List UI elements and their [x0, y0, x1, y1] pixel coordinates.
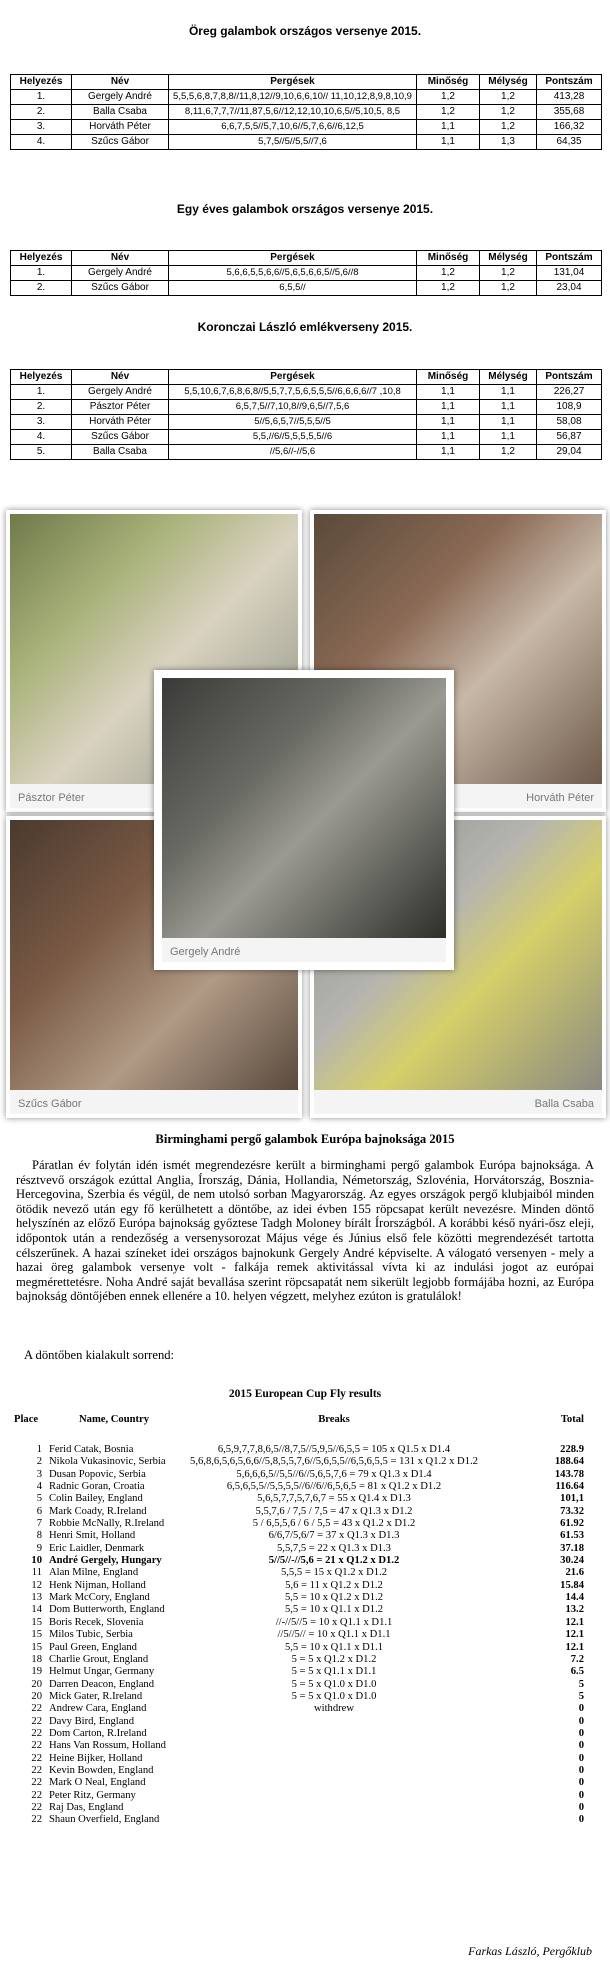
cup-row	[14, 1814, 594, 1826]
cup-name: Peter Ritz, Germany	[49, 1789, 136, 1801]
cup-breaks: 5,5 = 10 x Q1.2 x D1.2	[284, 1592, 384, 1604]
cell-name: Balla Csaba	[72, 445, 169, 460]
cup-total: 73.32	[560, 1505, 584, 1517]
cell-quality: 1,2	[417, 266, 480, 281]
photo-caption: Horváth Péter	[526, 792, 594, 804]
cup-total: 0	[578, 1740, 584, 1752]
cup-name: Robbie McNally, R.Ireland	[49, 1518, 165, 1530]
cup-col-total: Total	[560, 1414, 584, 1425]
cup-total: 12.1	[565, 1616, 584, 1628]
cell-depth: 1,2	[480, 266, 537, 281]
photo-collage	[6, 510, 606, 1118]
cup-name: Dom Carton, R.Ireland	[49, 1727, 147, 1739]
cup-breaks: 5,5 = 10 x Q1.1 x D1.2	[284, 1604, 384, 1616]
cup-row	[14, 1604, 594, 1616]
article-title: Birminghami pergő galambok Európa bajnoksága 2015	[155, 1132, 455, 1146]
cup-name: Hans Van Rossum, Holland	[49, 1740, 166, 1752]
cell-depth: 1,1	[480, 400, 537, 415]
cup-row	[14, 1530, 594, 1542]
cup-row	[14, 1543, 594, 1555]
cell-quality: 1,1	[417, 445, 480, 460]
cup-col-name: Name, Country	[79, 1414, 150, 1425]
cup-place: 19	[31, 1666, 42, 1678]
cell-score: 29,04	[537, 445, 602, 460]
table-row	[11, 135, 602, 150]
cell-place: 4.	[11, 135, 72, 150]
cup-place: 15	[31, 1629, 42, 1641]
cup-row	[14, 1444, 594, 1456]
cup-place: 22	[31, 1789, 42, 1801]
col-header: Pontszám	[537, 251, 602, 266]
results-table-young	[10, 250, 602, 296]
cup-row	[14, 1790, 594, 1802]
table-row	[11, 385, 602, 400]
cup-row	[14, 1469, 594, 1481]
cell-breaks: 6,5,7,5//7,10,8//9,6,5//7,5,6	[169, 400, 417, 415]
col-header: Név	[72, 75, 169, 90]
cup-total: 7.2	[570, 1653, 584, 1665]
cell-score: 226,27	[537, 385, 602, 400]
table-row	[11, 281, 602, 296]
cup-total: 21.6	[565, 1567, 584, 1579]
cell-score: 108,9	[537, 400, 602, 415]
table-row	[11, 415, 602, 430]
col-header: Pontszám	[537, 370, 602, 385]
cup-total: 0	[578, 1752, 584, 1764]
cup-name: Ferid Catak, Bosnia	[49, 1444, 134, 1455]
cup-place: 18	[31, 1653, 42, 1665]
cup-breaks: 5 = 5 x Q1.2 x D1.2	[291, 1653, 377, 1665]
cell-quality: 1,2	[417, 281, 480, 296]
cell-name: Horváth Péter	[72, 120, 169, 135]
cell-place: 1.	[11, 90, 72, 105]
cup-total: 37.18	[560, 1542, 584, 1554]
cup-total: 6.5	[570, 1666, 584, 1678]
cell-breaks: //5,6//-//5,6	[169, 445, 417, 460]
col-header: Mélység	[480, 75, 537, 90]
cup-total: 61.92	[560, 1518, 584, 1530]
cup-name: Paul Green, England	[49, 1641, 137, 1653]
cup-place: 5	[36, 1493, 42, 1505]
cup-name: Eric Laidler, Denmark	[49, 1542, 145, 1554]
cell-breaks: 5,5,5,6,8,7,8,8//11,8,12//9,10,6,6,10// 11,10,12,8,9,8,10,9	[169, 90, 417, 105]
cup-place: 2	[36, 1456, 42, 1468]
results-table-old	[10, 74, 602, 150]
cell-breaks: 6,5,5//	[169, 281, 417, 296]
cup-row	[14, 1728, 594, 1740]
cup-place: 9	[36, 1542, 42, 1554]
cup-place: 22	[31, 1703, 42, 1715]
cup-total: 0	[578, 1777, 584, 1789]
cup-row	[14, 1567, 594, 1579]
cup-row	[14, 1580, 594, 1592]
article-order-line: A döntőben kialakult sorrend:	[24, 1348, 175, 1362]
cup-name: Alan Milne, England	[49, 1567, 139, 1579]
cup-name: Andrew Cara, England	[49, 1703, 147, 1715]
table-row	[11, 120, 602, 135]
col-header: Pergések	[169, 251, 417, 266]
cell-name: Szűcs Gábor	[72, 135, 169, 150]
cup-place: 15	[31, 1641, 42, 1653]
cell-breaks: 5,7,5//5//5,5//7,6	[169, 135, 417, 150]
cup-place: 7	[36, 1518, 42, 1530]
cup-name: Raj Das, England	[49, 1801, 124, 1813]
cup-row	[14, 1642, 594, 1654]
cell-breaks: 6,6,7,5,5//5,7,10,6//5,7,6,6//6,12,5	[169, 120, 417, 135]
cup-col-place: Place	[14, 1414, 39, 1425]
cup-place: 22	[31, 1764, 42, 1776]
cup-place: 6	[36, 1505, 42, 1517]
cup-total: 0	[578, 1801, 584, 1813]
cup-name: Milos Tubic, Serbia	[49, 1629, 133, 1641]
cell-score: 166,32	[537, 120, 602, 135]
cup-name: Dom Butterworth, England	[49, 1604, 165, 1616]
cup-total: 116.64	[555, 1481, 584, 1493]
cell-score: 23,04	[537, 281, 602, 296]
cup-breaks: 5,6,8,6,5,6,5,6,6//5,8,5,5,7,6//5,6,5,5//6,5,6,5,5 = 131 x Q1.2 x D1.2	[190, 1456, 478, 1468]
cell-place: 5.	[11, 445, 72, 460]
cup-name: Mark McCory, England	[49, 1592, 150, 1604]
table-row	[11, 400, 602, 415]
cell-place: 1.	[11, 266, 72, 281]
cell-depth: 1,2	[480, 105, 537, 120]
cell-name: Gergely André	[72, 266, 169, 281]
cup-row	[14, 1617, 594, 1629]
cell-quality: 1,1	[417, 400, 480, 415]
cup-breaks: 5,6,5,7,7,5,7,6,7 = 55 x Q1.4 x D1.3	[257, 1493, 411, 1505]
cell-score: 355,68	[537, 105, 602, 120]
cup-name: Nikola Vukasinovic, Serbia	[49, 1456, 166, 1468]
cup-row	[14, 1679, 594, 1691]
cup-row	[14, 1777, 594, 1789]
cell-place: 1.	[11, 385, 72, 400]
col-header: Helyezés	[11, 370, 72, 385]
cup-row	[14, 1654, 594, 1666]
col-header: Pergések	[169, 75, 417, 90]
cup-place: 22	[31, 1814, 42, 1826]
photo-image	[162, 678, 446, 938]
col-header: Pontszám	[537, 75, 602, 90]
cup-name: Boris Recek, Slovenia	[49, 1616, 144, 1628]
cell-depth: 1,2	[480, 445, 537, 460]
article-body: Páratlan év folytán idén ismét megrendezésre került a birminghami pergő galambok Európa bajnoksága. A résztvevő országok ezúttal Anglia, Írország, Dánia, Hollandia, Németország, Szlovénia, Horvátország, Bosznia-Hercegovina, Szerbia és végül, de nem utolsó sorban Magyarország. Az egyes országok pergő klubjaiból minden ötödik nevező után egy fő kerülhetett a döntőbe, az idei évben 155 röpcsapat került nevezésre. Minden döntő helyszínén az előző Európa bajnokság győztese Tadgh Moloney bírált Írországból. A korábbi késő nyári-ősz eleji, időpontok után a rendezőség a versenysorozat Május vége és Június első fele közötti megrendezését tartotta célszerűnek. A hazai színeket idei országos bajnokunk Gergely André képviselte. A válogató versenyen - mely a hazai öreg galambok versenye volt - falkája remek aktivitással vívta ki az indulási jogot az európai megmérettetésre. Noha André saját bevallása szerint röpcsapatát nem sikerült legjobb formájába hozni, az Európa bajnokság döntőjében ennek ellenére a 10. helyen végzett, melyhez ezúton is gratulálok!	[16, 1158, 594, 1304]
cup-breaks: 5,5,7,6 / 7,5 / 7,5 = 47 x Q1.3 x D1.2	[255, 1505, 413, 1517]
cup-place: 22	[31, 1715, 42, 1727]
cup-name: Davy Bird, England	[49, 1715, 135, 1727]
cell-score: 131,04	[537, 266, 602, 281]
cup-name: Heine Bijker, Holland	[49, 1752, 143, 1764]
cell-depth: 1,2	[480, 90, 537, 105]
cell-depth: 1,3	[480, 135, 537, 150]
cup-total: 0	[578, 1764, 584, 1776]
cup-total: 15.84	[560, 1579, 584, 1591]
cup-breaks: 5,5,5 = 15 x Q1.2 x D1.2	[280, 1567, 388, 1579]
cell-place: 2.	[11, 400, 72, 415]
cup-row	[14, 1456, 594, 1468]
cup-name: Mark O Neal, England	[49, 1777, 146, 1789]
cell-quality: 1,2	[417, 90, 480, 105]
cup-breaks: 5 = 5 x Q1.0 x D1.0	[291, 1690, 377, 1702]
photo-caption: Szűcs Gábor	[18, 1098, 82, 1110]
cell-breaks: 5,5,//6//5,5,5,5,5//6	[169, 430, 417, 445]
photo-gergely-andre	[154, 670, 454, 970]
cup-breaks: 5//5//-//5,6 = 21 x Q1.2 x D1.2	[268, 1555, 400, 1567]
photo-caption: Balla Csaba	[534, 1098, 594, 1110]
cup-breaks: 5 = 5 x Q1.0 x D1.0	[291, 1678, 377, 1690]
table2-title: Egy éves galambok országos versenye 2015.	[176, 202, 434, 216]
cell-depth: 1,1	[480, 415, 537, 430]
cup-place: 22	[31, 1752, 42, 1764]
cell-depth: 1,1	[480, 430, 537, 445]
cup-place: 14	[31, 1604, 42, 1616]
cell-score: 413,28	[537, 90, 602, 105]
cup-row	[14, 1691, 594, 1703]
cup-breaks: //-//5//5 = 10 x Q1.1 x D1.1	[275, 1616, 393, 1628]
cup-total: 143.78	[554, 1468, 584, 1480]
col-header: Név	[72, 251, 169, 266]
cup-row	[14, 1666, 594, 1678]
col-header: Név	[72, 370, 169, 385]
cup-breaks: 5,5 = 10 x Q1.1 x D1.1	[284, 1641, 384, 1653]
cup-total: 5	[578, 1678, 584, 1690]
cup-breaks: 5,6 = 11 x Q1.2 x D1.2	[285, 1579, 383, 1591]
cup-row	[14, 1493, 594, 1505]
cup-place: 15	[31, 1616, 42, 1628]
col-header: Minőség	[417, 75, 480, 90]
cup-total: 228.9	[560, 1444, 584, 1455]
cup-breaks: 6,5,9,7,7,8,6,5//8,7,5//5,9,5//6,5,5 = 105 x Q1.5 x D1.4	[217, 1444, 451, 1455]
col-header: Helyezés	[11, 75, 72, 90]
cup-name: Helmut Ungar, Germany	[49, 1666, 155, 1678]
cup-total: 14.4	[565, 1592, 584, 1604]
cup-title: 2015 European Cup Fly results	[228, 1388, 382, 1400]
cup-row	[14, 1753, 594, 1765]
cup-breaks: 6/6,7/5,6/7 = 37 x Q1.3 x D1.3	[268, 1530, 400, 1542]
cup-row	[14, 1506, 594, 1518]
cup-breaks: 5,5,7,5 = 22 x Q1.3 x D1.3	[277, 1542, 391, 1554]
cell-name: Pásztor Péter	[72, 400, 169, 415]
cup-total: 0	[578, 1727, 584, 1739]
results-table-memorial	[10, 369, 602, 460]
cup-row	[14, 1716, 594, 1728]
cup-name: Henri Smit, Holland	[49, 1530, 136, 1542]
table-row	[11, 90, 602, 105]
cell-score: 56,87	[537, 430, 602, 445]
cell-name: Szűcs Gábor	[72, 430, 169, 445]
cup-name: Mark Coady, R.Ireland	[49, 1505, 147, 1517]
cell-name: Gergely André	[72, 385, 169, 400]
cup-total: 61.53	[560, 1530, 584, 1542]
cup-place: 12	[31, 1579, 42, 1591]
cup-place: 22	[31, 1801, 42, 1813]
cup-breaks: withdrew	[313, 1703, 354, 1715]
cup-breaks: 6,5,6,5,5//5,5,5,5//6//6//6,5,6,5 = 81 x Q1.2 x D1.2	[226, 1481, 442, 1493]
cell-breaks: 8,11,6,7,7,7//11,87,5,6//12,12,10,10,6,5//5,10,5, 8,5	[169, 105, 417, 120]
cup-name: Mick Gater, R.Ireland	[49, 1690, 143, 1702]
cup-place: 11	[31, 1567, 42, 1579]
cup-row	[14, 1703, 594, 1715]
cell-score: 64,35	[537, 135, 602, 150]
cup-place: 13	[31, 1592, 42, 1604]
cup-row	[14, 1765, 594, 1777]
cell-depth: 1,1	[480, 385, 537, 400]
cell-place: 2.	[11, 105, 72, 120]
cell-quality: 1,1	[417, 415, 480, 430]
cup-total: 12.1	[565, 1641, 584, 1653]
cell-place: 3.	[11, 120, 72, 135]
cup-row	[14, 1740, 594, 1752]
cell-name: Horváth Péter	[72, 415, 169, 430]
cup-place: 4	[36, 1481, 42, 1493]
cup-name: Dusan Popovic, Serbia	[49, 1468, 146, 1480]
cup-name: Colin Bailey, England	[49, 1493, 143, 1505]
cup-breaks: 5 / 6,5,5,6 / 6 / 5,5 = 43 x Q1.2 x D1.2	[252, 1518, 416, 1530]
cup-total: 101,1	[560, 1493, 584, 1505]
cup-total: 0	[578, 1715, 584, 1727]
cup-breaks: //5//5// = 10 x Q1.1 x D1.1	[277, 1629, 391, 1641]
col-header: Pergések	[169, 370, 417, 385]
cup-row	[14, 1592, 594, 1604]
photo-caption: Gergely André	[170, 946, 241, 958]
cup-place: 20	[31, 1690, 42, 1702]
cup-row	[14, 1629, 594, 1641]
cup-total: 0	[578, 1789, 584, 1801]
cup-place: 22	[31, 1740, 42, 1752]
cup-breaks: 5,6,6,6,5//5,5//6//5,6,5,7,6 = 79 x Q1.3 x D1.4	[236, 1468, 432, 1480]
col-header: Mélység	[480, 370, 537, 385]
photo-caption: Pásztor Péter	[18, 792, 85, 804]
cup-place: 3	[36, 1468, 42, 1480]
cup-place: 1	[36, 1444, 42, 1455]
table-row	[11, 266, 602, 281]
cell-quality: 1,2	[417, 105, 480, 120]
cup-name: Henk Nijman, Holland	[49, 1579, 146, 1591]
cup-row	[14, 1481, 594, 1493]
cell-place: 2.	[11, 281, 72, 296]
cup-place: 22	[31, 1777, 42, 1789]
cup-breaks: 5 = 5 x Q1.1 x D1.1	[291, 1666, 377, 1678]
cup-name: Radnic Goran, Croatia	[49, 1481, 145, 1493]
cell-quality: 1,1	[417, 120, 480, 135]
cup-total: 188.64	[554, 1456, 584, 1468]
cup-place: 20	[31, 1678, 42, 1690]
col-header: Mélység	[480, 251, 537, 266]
table-row	[11, 430, 602, 445]
cell-place: 4.	[11, 430, 72, 445]
cell-breaks: 5,5,10,6,7,6,8,6,8//5,5,7,7,5,6,5,5,5//6,6,6,6//7 ,10,8	[169, 385, 417, 400]
cup-row	[14, 1802, 594, 1814]
cup-place: 22	[31, 1727, 42, 1739]
table-row	[11, 105, 602, 120]
cup-name: André Gergely, Hungary	[49, 1555, 162, 1567]
table-row	[11, 445, 602, 460]
table3-title: Koronczai László emlékverseny 2015.	[197, 320, 413, 334]
cup-total: 0	[578, 1703, 584, 1715]
cell-depth: 1,2	[480, 120, 537, 135]
cell-score: 58,08	[537, 415, 602, 430]
cup-row	[14, 1555, 594, 1567]
cup-name: Kevin Bowden, England	[49, 1764, 154, 1776]
cell-name: Gergely André	[72, 90, 169, 105]
col-header: Minőség	[417, 370, 480, 385]
cell-breaks: 5//5,6,5,7//5,5,5//5	[169, 415, 417, 430]
cup-name: Darren Deacon, England	[49, 1678, 155, 1690]
cup-row	[14, 1518, 594, 1530]
cell-breaks: 5,6,6,5,5,6,6//5,6,5,6,6,5//5,6//8	[169, 266, 417, 281]
cell-depth: 1,2	[480, 281, 537, 296]
cup-col-breaks: Breaks	[318, 1414, 350, 1425]
cup-place: 8	[36, 1530, 42, 1542]
cell-name: Balla Csaba	[72, 105, 169, 120]
col-header: Minőség	[417, 251, 480, 266]
cup-name: Shaun Overfield, England	[49, 1814, 160, 1826]
cup-total: 13.2	[565, 1604, 584, 1616]
cell-place: 3.	[11, 415, 72, 430]
cup-place: 10	[31, 1555, 42, 1567]
cell-quality: 1,1	[417, 430, 480, 445]
cup-results-list	[14, 1444, 594, 1827]
cup-name: Charlie Grout, England	[49, 1653, 149, 1665]
cup-total: 12.1	[565, 1629, 584, 1641]
cup-total: 5	[578, 1690, 584, 1702]
signature: Farkas László, Pergőklub	[468, 1944, 592, 1958]
col-header: Helyezés	[11, 251, 72, 266]
cell-quality: 1,1	[417, 135, 480, 150]
cell-name: Szűcs Gábor	[72, 281, 169, 296]
cup-total: 0	[578, 1814, 584, 1826]
cup-header-row	[14, 1414, 594, 1426]
cell-quality: 1,1	[417, 385, 480, 400]
cup-total: 30.24	[560, 1555, 584, 1567]
table1-title: Öreg galambok országos versenye 2015.	[188, 24, 422, 38]
